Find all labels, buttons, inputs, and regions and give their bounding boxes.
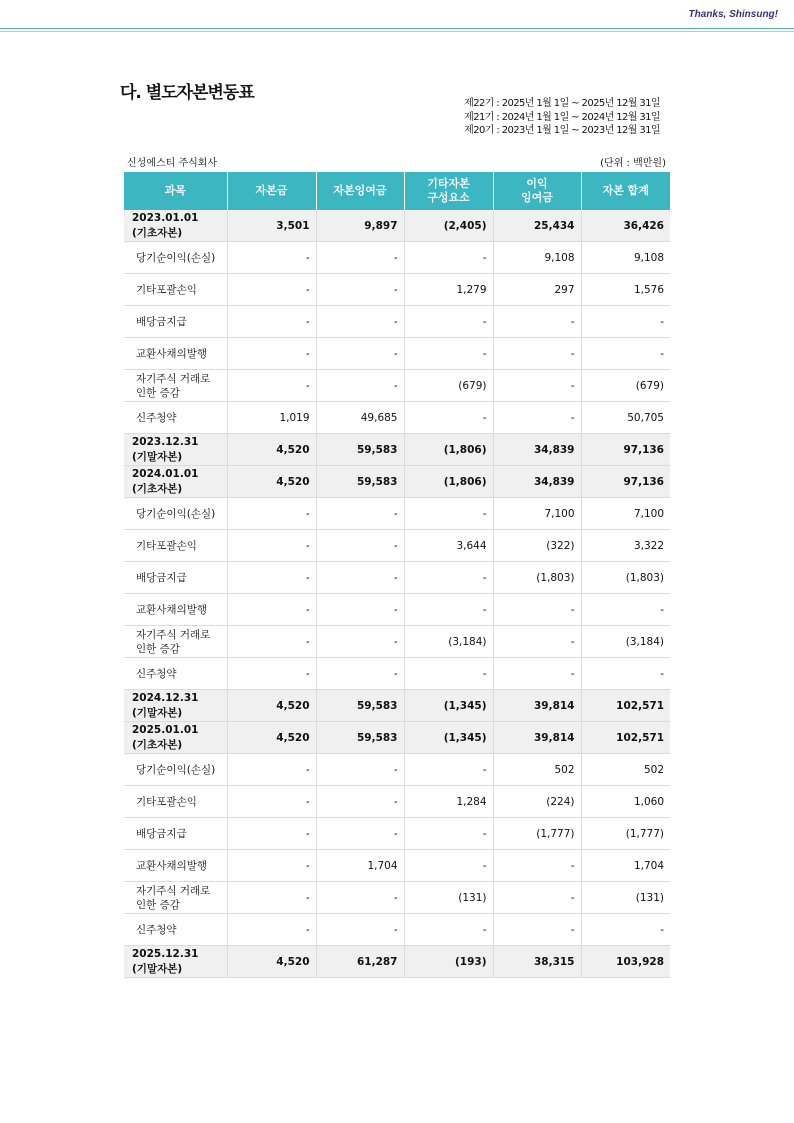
table-row: [124, 530, 670, 562]
table-cell: -: [227, 242, 316, 274]
table-cell: 103,928: [581, 946, 670, 978]
table-row: [124, 338, 670, 370]
table-row: [124, 594, 670, 626]
table-cell: (3,184): [404, 626, 493, 658]
balance-row: [124, 210, 670, 242]
table-cell: -: [316, 786, 404, 818]
table-cell: 1,060: [581, 786, 670, 818]
table-row: [124, 754, 670, 786]
table-cell: 1,019: [227, 402, 316, 434]
table-cell: 59,583: [316, 690, 404, 722]
table-cell: 34,839: [493, 434, 581, 466]
balance-row: [124, 466, 670, 498]
table-cell: 97,136: [581, 434, 670, 466]
table-row: [124, 626, 670, 658]
table-cell: 97,136: [581, 466, 670, 498]
table-cell: -: [227, 370, 316, 402]
table-row: [124, 370, 670, 402]
table-cell: -: [316, 818, 404, 850]
table-row: [124, 786, 670, 818]
table-cell: (1,345): [404, 722, 493, 754]
table-cell: -: [316, 658, 404, 690]
period-line: 제21기 : 2024년 1월 1일 ~ 2024년 12월 31일: [464, 111, 660, 123]
table-cell: 7,100: [493, 498, 581, 530]
row-label: 배당금지급: [124, 306, 227, 338]
table-cell: 1,704: [316, 850, 404, 882]
period-line: 제22기 : 2025년 1월 1일 ~ 2025년 12월 31일: [464, 98, 660, 109]
fiscal-periods: [464, 97, 660, 138]
table-cell: -: [404, 658, 493, 690]
balance-row: [124, 434, 670, 466]
table-cell: -: [316, 914, 404, 946]
table-cell: 61,287: [316, 946, 404, 978]
table-cell: 4,520: [227, 722, 316, 754]
table-cell: 297: [493, 274, 581, 306]
table-cell: -: [404, 242, 493, 274]
table-cell: 9,108: [581, 242, 670, 274]
table-cell: -: [316, 754, 404, 786]
row-label: 기타포괄손익: [124, 530, 227, 562]
table-cell: -: [227, 850, 316, 882]
table-row: [124, 914, 670, 946]
table-cell: -: [316, 274, 404, 306]
table-cell: -: [581, 594, 670, 626]
table-cell: -: [316, 562, 404, 594]
table-cell: (322): [493, 530, 581, 562]
column-header: 기타자본 구성요소: [404, 172, 493, 210]
table-cell: 102,571: [581, 722, 670, 754]
table-cell: -: [581, 306, 670, 338]
row-label: 신주청약: [124, 402, 227, 434]
row-label: 자기주식 거래로 인한 증감: [124, 370, 227, 402]
table-cell: -: [227, 306, 316, 338]
table-cell: -: [493, 338, 581, 370]
period-line: 제20기 : 2023년 1월 1일 ~ 2023년 12월 31일: [464, 125, 660, 136]
table-row: [124, 850, 670, 882]
table-cell: -: [404, 850, 493, 882]
table-cell: -: [493, 370, 581, 402]
unit-label: (단위 : 백만원): [600, 158, 666, 169]
table-cell: 39,814: [493, 722, 581, 754]
equity-changes-table: [124, 172, 670, 978]
row-label: 교환사채의발행: [124, 594, 227, 626]
table-cell: -: [404, 914, 493, 946]
balance-row: [124, 722, 670, 754]
table-cell: 502: [493, 754, 581, 786]
table-header-row: [124, 172, 670, 210]
table-cell: -: [581, 338, 670, 370]
table-cell: 49,685: [316, 402, 404, 434]
table-cell: -: [227, 338, 316, 370]
table-cell: -: [316, 498, 404, 530]
table-cell: (1,777): [493, 818, 581, 850]
table-cell: (131): [404, 882, 493, 914]
column-header: 과목: [124, 172, 227, 210]
table-cell: -: [316, 370, 404, 402]
table-cell: (1,803): [581, 562, 670, 594]
table-row: [124, 274, 670, 306]
table-cell: 4,520: [227, 690, 316, 722]
table-cell: -: [493, 658, 581, 690]
table-cell: -: [316, 594, 404, 626]
table-cell: -: [227, 914, 316, 946]
table-cell: -: [227, 754, 316, 786]
row-label: 2025.12.31 (기말자본): [124, 946, 227, 978]
table-cell: -: [316, 882, 404, 914]
table-cell: -: [493, 594, 581, 626]
table-cell: -: [227, 658, 316, 690]
row-label: 기타포괄손익: [124, 786, 227, 818]
table-cell: -: [404, 306, 493, 338]
table-cell: -: [404, 562, 493, 594]
table-cell: 1,704: [581, 850, 670, 882]
table-cell: -: [493, 914, 581, 946]
table-cell: (679): [581, 370, 670, 402]
table-cell: -: [227, 530, 316, 562]
table-cell: -: [227, 594, 316, 626]
table-cell: -: [404, 818, 493, 850]
table-cell: 3,501: [227, 210, 316, 242]
table-cell: 36,426: [581, 210, 670, 242]
table-cell: 34,839: [493, 466, 581, 498]
table-cell: -: [227, 818, 316, 850]
table-cell: -: [316, 530, 404, 562]
table-cell: (1,777): [581, 818, 670, 850]
column-header: 자본잉여금: [316, 172, 404, 210]
table-row: [124, 562, 670, 594]
table-cell: -: [227, 498, 316, 530]
table-cell: 1,576: [581, 274, 670, 306]
table-cell: (1,806): [404, 466, 493, 498]
table-cell: 4,520: [227, 434, 316, 466]
table-cell: -: [493, 626, 581, 658]
table-cell: 1,284: [404, 786, 493, 818]
table-cell: 1,279: [404, 274, 493, 306]
row-label: 2023.01.01 (기초자본): [124, 210, 227, 242]
table-cell: 59,583: [316, 722, 404, 754]
brand-logo-text: Thanks, Shinsung!: [688, 9, 778, 20]
table-cell: (1,803): [493, 562, 581, 594]
company-name: 신성에스티 주식회사: [127, 158, 218, 169]
table-cell: 38,315: [493, 946, 581, 978]
table-cell: -: [404, 498, 493, 530]
table-cell: -: [581, 658, 670, 690]
table-cell: (224): [493, 786, 581, 818]
table-cell: -: [227, 626, 316, 658]
table-cell: 59,583: [316, 466, 404, 498]
row-label: 당기순이익(손실): [124, 754, 227, 786]
row-label: 기타포괄손익: [124, 274, 227, 306]
table-cell: -: [227, 882, 316, 914]
table-cell: -: [493, 882, 581, 914]
table-row: [124, 818, 670, 850]
table-cell: -: [581, 914, 670, 946]
table-cell: -: [316, 242, 404, 274]
table-cell: 102,571: [581, 690, 670, 722]
table-cell: -: [404, 338, 493, 370]
table-cell: -: [316, 306, 404, 338]
table-row: [124, 402, 670, 434]
row-label: 배당금지급: [124, 818, 227, 850]
table-row: [124, 242, 670, 274]
table-cell: 3,644: [404, 530, 493, 562]
table-cell: -: [404, 402, 493, 434]
table-cell: -: [404, 594, 493, 626]
table-cell: -: [493, 402, 581, 434]
table-cell: -: [316, 626, 404, 658]
column-header: 이익 잉여금: [493, 172, 581, 210]
table-cell: 7,100: [581, 498, 670, 530]
row-label: 교환사채의발행: [124, 338, 227, 370]
table-cell: 39,814: [493, 690, 581, 722]
table-cell: 502: [581, 754, 670, 786]
row-label: 배당금지급: [124, 562, 227, 594]
table-cell: (1,806): [404, 434, 493, 466]
header-divider-thin: [0, 31, 794, 32]
table-cell: -: [227, 274, 316, 306]
table-cell: 3,322: [581, 530, 670, 562]
table-row: [124, 882, 670, 914]
table-row: [124, 658, 670, 690]
table-cell: -: [227, 786, 316, 818]
table-cell: -: [227, 562, 316, 594]
table-cell: 9,897: [316, 210, 404, 242]
table-cell: 25,434: [493, 210, 581, 242]
table-cell: 50,705: [581, 402, 670, 434]
row-label: 자기주식 거래로 인한 증감: [124, 626, 227, 658]
balance-row: [124, 946, 670, 978]
table-cell: -: [404, 754, 493, 786]
row-label: 2024.01.01 (기초자본): [124, 466, 227, 498]
table-cell: 9,108: [493, 242, 581, 274]
table-cell: 59,583: [316, 434, 404, 466]
table-cell: (1,345): [404, 690, 493, 722]
row-label: 신주청약: [124, 658, 227, 690]
column-header: 자본 합계: [581, 172, 670, 210]
header-divider: [0, 28, 794, 29]
table-cell: (3,184): [581, 626, 670, 658]
row-label: 자기주식 거래로 인한 증감: [124, 882, 227, 914]
table-cell: (679): [404, 370, 493, 402]
row-label: 당기순이익(손실): [124, 498, 227, 530]
row-label: 교환사채의발행: [124, 850, 227, 882]
page-title: 다. 별도자본변동표: [120, 83, 254, 103]
table-row: [124, 498, 670, 530]
table-cell: 4,520: [227, 946, 316, 978]
table-cell: (193): [404, 946, 493, 978]
table-cell: -: [493, 850, 581, 882]
row-label: 당기순이익(손실): [124, 242, 227, 274]
column-header: 자본금: [227, 172, 316, 210]
table-cell: -: [316, 338, 404, 370]
table-row: [124, 306, 670, 338]
row-label: 2024.12.31 (기말자본): [124, 690, 227, 722]
table-cell: 4,520: [227, 466, 316, 498]
balance-row: [124, 690, 670, 722]
row-label: 신주청약: [124, 914, 227, 946]
row-label: 2025.01.01 (기초자본): [124, 722, 227, 754]
table-cell: -: [493, 306, 581, 338]
row-label: 2023.12.31 (기말자본): [124, 434, 227, 466]
table-cell: (131): [581, 882, 670, 914]
table-cell: (2,405): [404, 210, 493, 242]
